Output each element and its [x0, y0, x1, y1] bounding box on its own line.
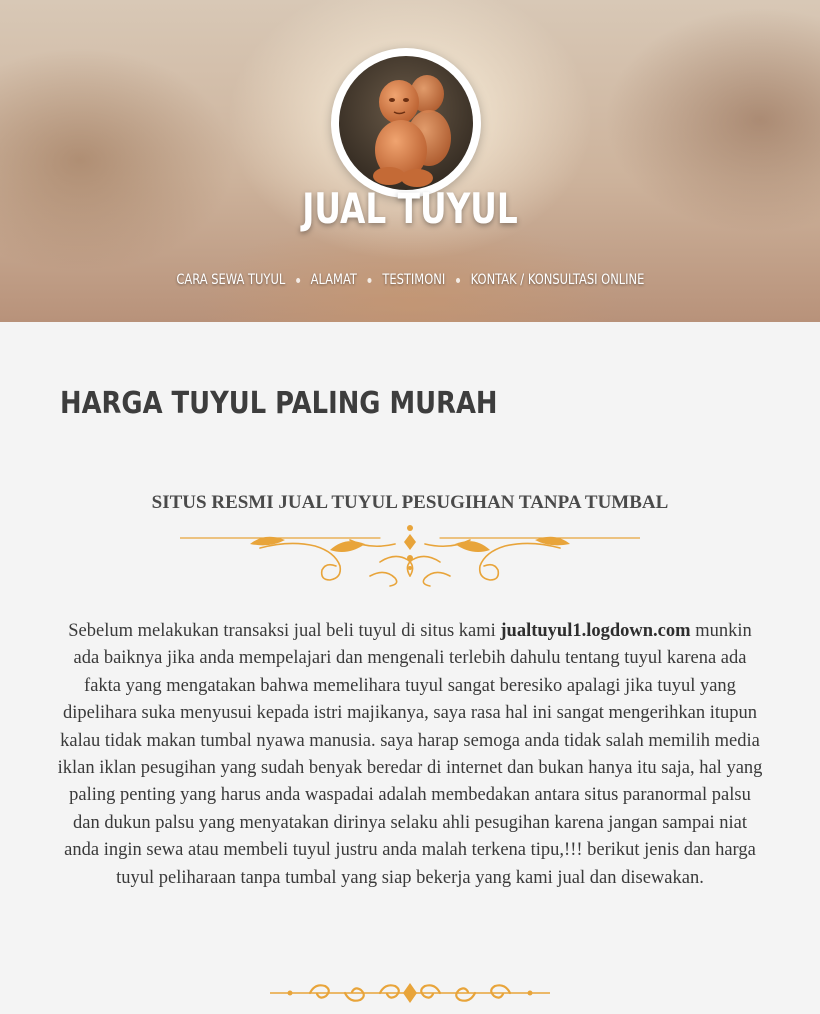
main-content	[0, 322, 820, 1014]
ornamental-flourish-footer-icon	[270, 978, 550, 1008]
nav-item-kontak[interactable]: KONTAK / KONSULTASI ONLINE	[470, 272, 645, 288]
tuyul-figurine-icon	[339, 56, 473, 190]
main-nav	[0, 268, 820, 292]
avatar[interactable]	[331, 48, 481, 198]
ornamental-flourish-divider-icon	[180, 522, 640, 592]
site-domain-text: jualtuyul1.logdown.com	[500, 621, 691, 641]
nav-item-alamat[interactable]: ALAMAT	[310, 272, 357, 288]
page-title: HARGA TUYUL PALING MURAH	[60, 386, 498, 421]
nav-separator-dot	[367, 278, 371, 283]
site-title[interactable]: JUAL TUYUL	[302, 184, 518, 233]
intro-text-before: Sebelum melakukan transaksi jual beli tuyul di situs kami	[68, 621, 501, 641]
nav-separator-dot	[455, 278, 459, 283]
site-header	[0, 0, 820, 322]
nav-separator-dot	[296, 278, 300, 283]
nav-item-cara-sewa-tuyul[interactable]: CARA SEWA TUYUL	[175, 272, 285, 288]
nav-item-testimoni[interactable]: TESTIMONI	[381, 272, 445, 288]
section-subtitle: SITUS RESMI JUAL TUYUL PESUGIHAN TANPA TUMBAL	[151, 492, 669, 513]
intro-text-after: munkin ada baiknya jika anda mempelajari dan mengenali terlebih dahulu tentang tuyul karena ada fakta yang mengatakan bahwa memelihara tuyul sangat beresiko apalagi jika tuyul yang dipelihara suka menyusui kepada istri majikanya, saya rasa hal ini sangat mengerihkan itupun kalau tidak makan tumbal nyawa manusia. saya harap semoga anda tidak salah memilih media iklan iklan pesugihan yang sudah benyak beredar di internet dan bukan hanya itu saja, hal yang paling penting yang harus anda waspadai adalah membedakan antara situs paranormal palsu dan dukun palsu yang menyatakan dirinya selaku ahli pesugihan karena jangan sampai niat anda ingin sewa atau membeli tuyul justru anda malah terkena tipu,!!! berikut jenis dan harga tuyul peliharaan tanpa tumbal yang siap bekerja yang kami jual dan disewakan.	[57, 621, 763, 888]
intro-paragraph	[55, 618, 765, 892]
